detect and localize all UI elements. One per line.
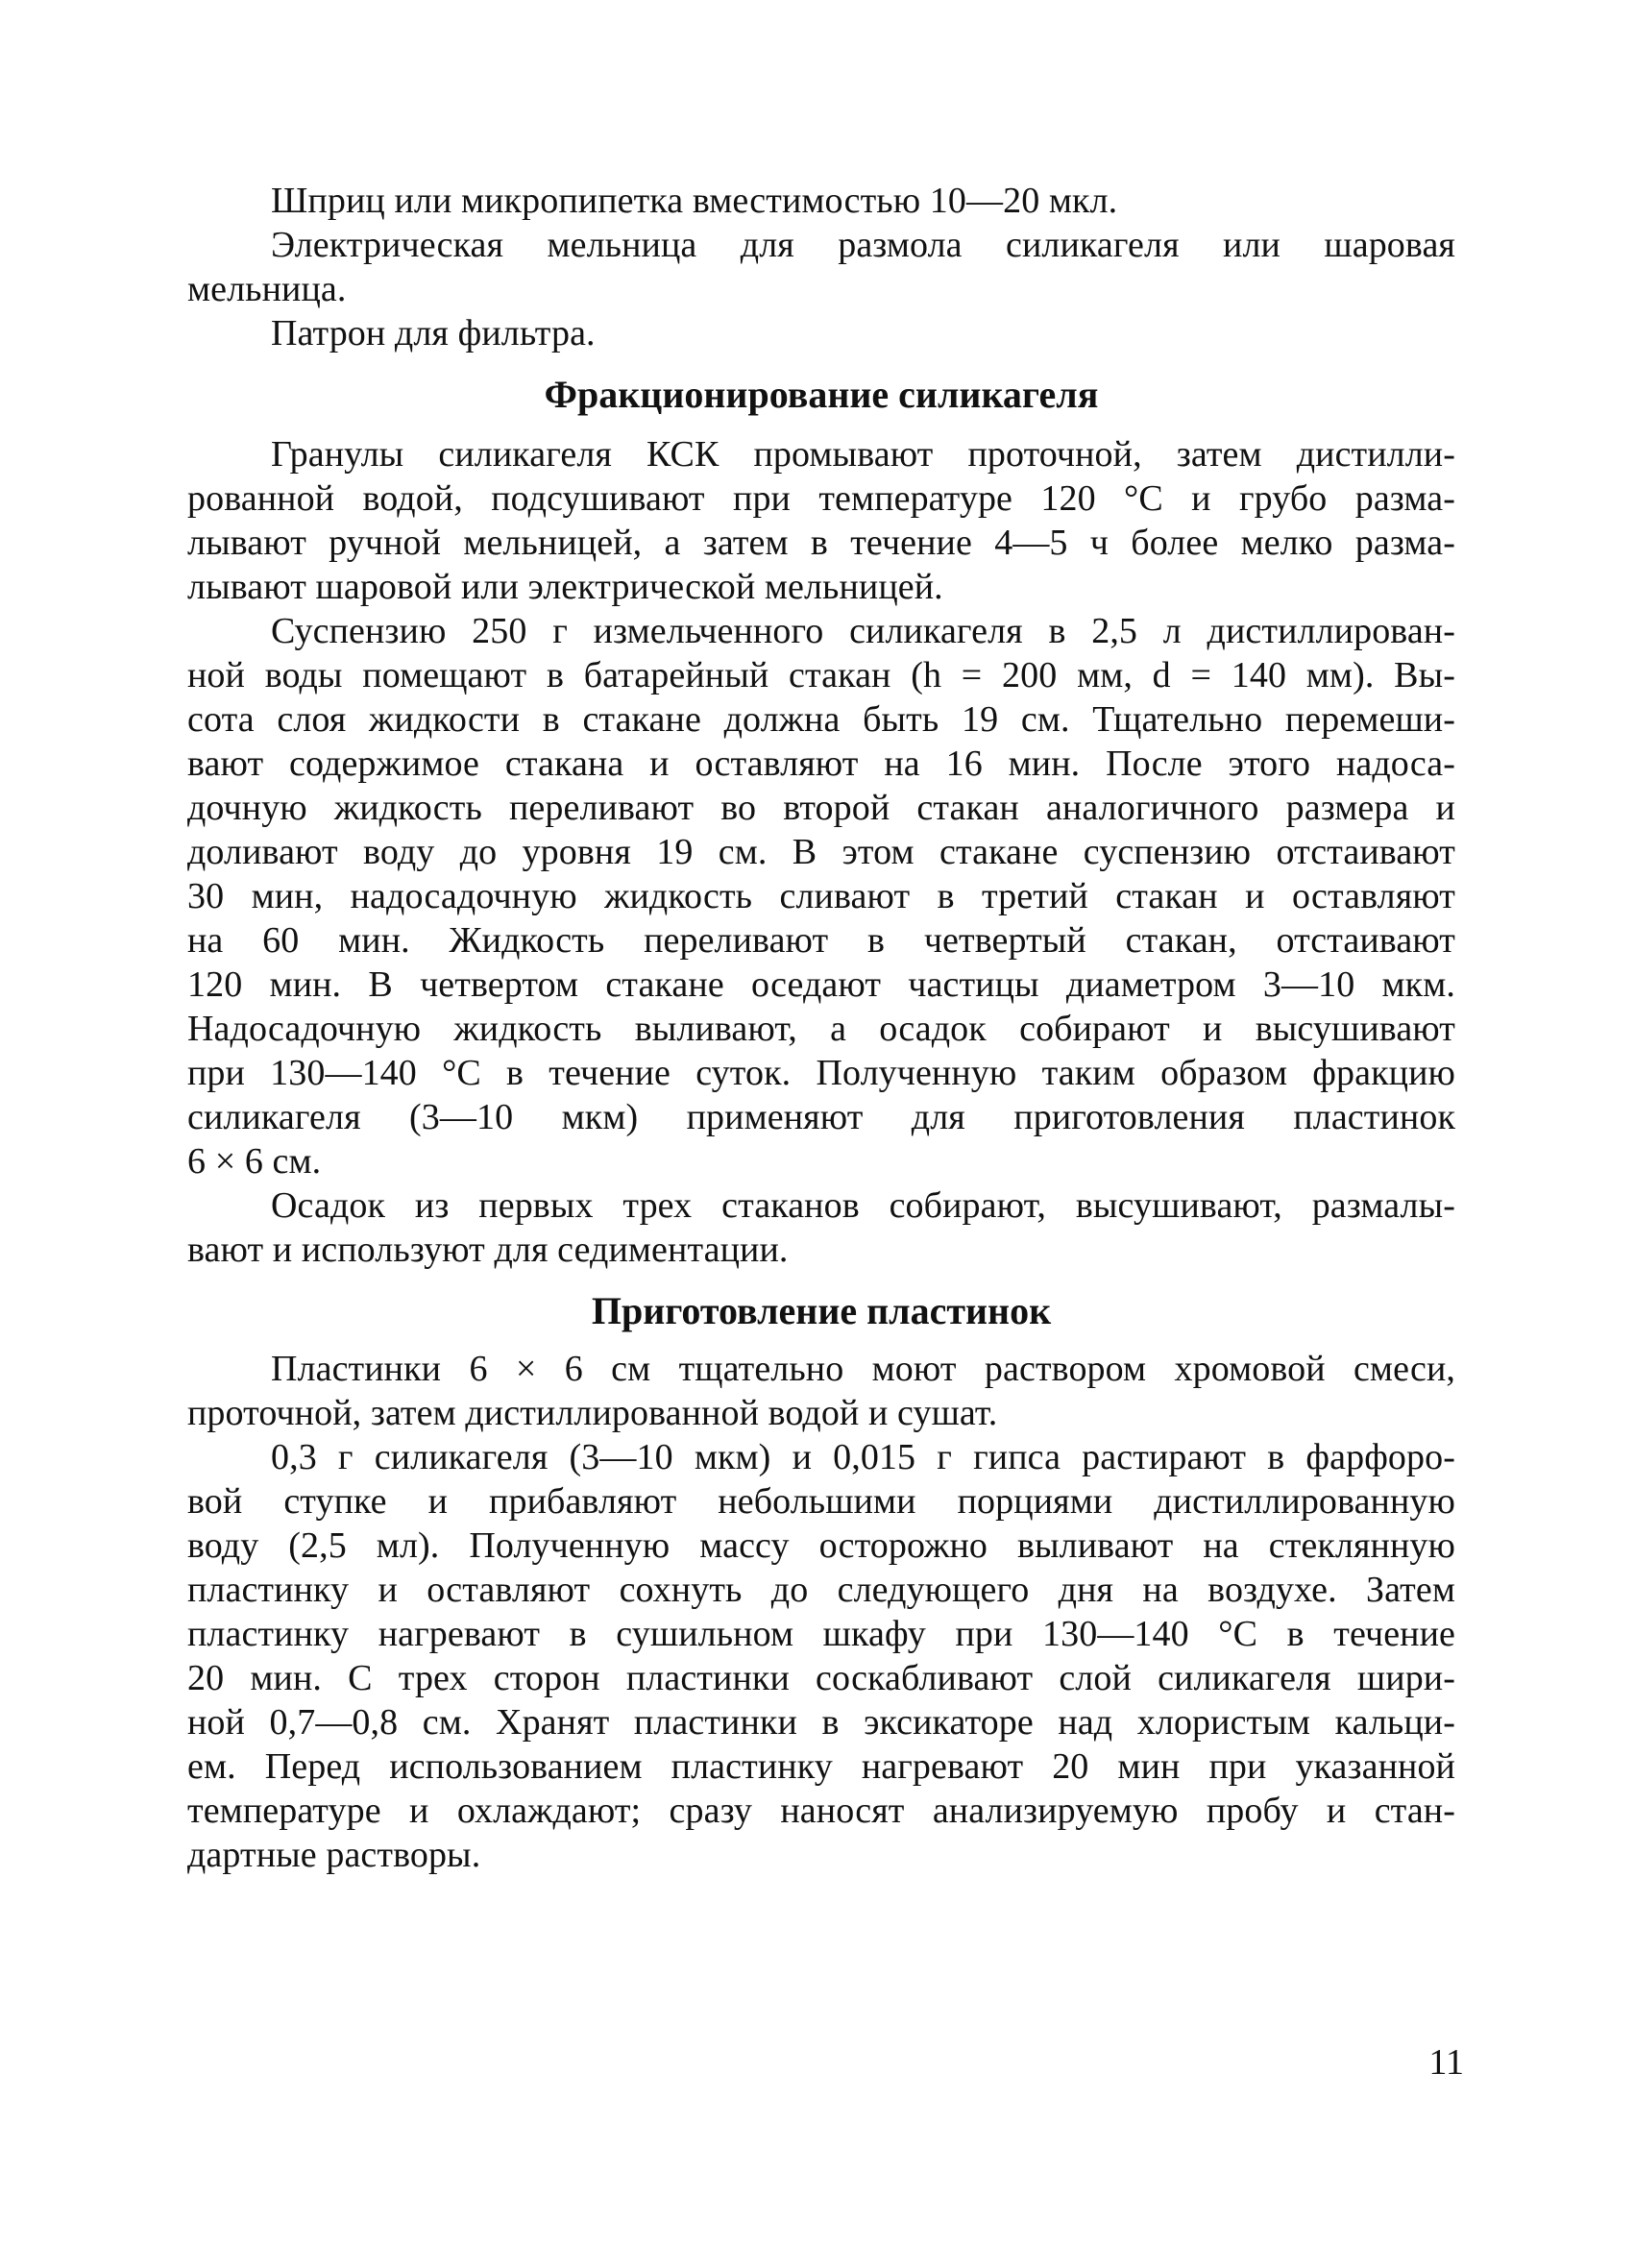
text-line: лывают шаровой или электрической мельницей.: [187, 567, 943, 607]
text-line: Пластинки 6 × 6 см тщательно моют раствором хромовой смеси,: [271, 1349, 1455, 1389]
text-line: мельница.: [187, 269, 347, 309]
text-line: ной воды помещают в батарейный стакан (h = 200 мм, d = 140 мм). Вы-: [187, 655, 1455, 695]
text-line: Суспензию 250 г измельченного силикагеля в 2,5 л дистиллирован-: [271, 611, 1455, 651]
text-line: вают и используют для седиментации.: [187, 1230, 789, 1270]
text-line: воду (2,5 мл). Полученную массу осторожно выливают на стеклянную: [187, 1525, 1455, 1566]
text-line: Патрон для фильтра.: [271, 313, 596, 354]
text-line: вают содержимое стакана и оставляют на 16 мин. После этого надоса-: [187, 744, 1455, 784]
text-line: дартные растворы.: [187, 1835, 481, 1875]
text-line: ной 0,7—0,8 см. Хранят пластинки в эксикаторе над хлористым кальци-: [187, 1702, 1455, 1743]
section-heading-plates: Приготовление пластинок: [591, 1289, 1052, 1332]
text-line: Электрическая мельница для размола силикагеля или шаровая: [271, 225, 1455, 265]
paragraph-suspension: [187, 609, 1455, 1183]
text-line: 20 мин. С трех сторон пластинки соскабливают слой силикагеля шири-: [187, 1658, 1455, 1698]
intro-paragraph-syringe: [187, 179, 1455, 223]
text-line: рованной водой, подсушивают при температуре 120 °С и грубо разма-: [187, 478, 1455, 519]
page-body: [187, 179, 1455, 1877]
text-line: вой ступке и прибавляют небольшими порциями дистиллированную: [187, 1481, 1455, 1522]
text-line: ем. Перед использованием пластинку нагревают 20 мин при указанной: [187, 1746, 1455, 1787]
text-line: Гранулы силикагеля КСК промывают проточной, затем дистилли-: [271, 434, 1455, 475]
text-line: 120 мин. В четвертом стакане оседают частицы диаметром 3—10 мкм.: [187, 964, 1455, 1005]
text-line: Надосадочную жидкость выливают, а осадок собирают и высушивают: [187, 1009, 1455, 1049]
text-line: проточной, затем дистиллированной водой и сушат.: [187, 1393, 998, 1433]
text-line: 6 × 6 см.: [187, 1141, 322, 1182]
intro-paragraph-cartridge: [187, 311, 1455, 355]
paragraph-plate-preparation: [187, 1435, 1455, 1877]
text-line: 30 мин, надосадочную жидкость сливают в третий стакан и оставляют: [187, 876, 1455, 916]
text-line: силикагеля (3—10 мкм) применяют для приготовления пластинок: [187, 1097, 1455, 1137]
text-line: на 60 мин. Жидкость переливают в четвертый стакан, отстаивают: [187, 920, 1455, 961]
paragraph-plate-washing: [187, 1347, 1455, 1435]
text-line: дочную жидкость переливают во второй стакан аналогичного размера и: [187, 788, 1455, 828]
text-line: доливают воду до уровня 19 см. В этом стакане суспензию отстаивают: [187, 832, 1455, 872]
text-line: Шприц или микропипетка вместимостью 10—20 мкл.: [271, 181, 1118, 221]
text-line: сота слоя жидкости в стакане должна быть 19 см. Тщательно перемеши-: [187, 699, 1455, 740]
text-line: пластинку и оставляют сохнуть до следующего дня на воздухе. Затем: [187, 1570, 1455, 1610]
text-line: пластинку нагревают в сушильном шкафу при 130—140 °С в течение: [187, 1614, 1455, 1654]
paragraph-sediment: [187, 1183, 1455, 1272]
text-line: при 130—140 °С в течение суток. Полученную таким образом фракцию: [187, 1053, 1455, 1093]
text-line: лывают ручной мельницей, а затем в течение 4—5 ч более мелко разма-: [187, 523, 1455, 563]
paragraph-granules: [187, 432, 1455, 609]
page-number: 11: [1428, 2042, 1464, 2083]
text-line: Осадок из первых трех стаканов собирают, высушивают, размалы-: [271, 1185, 1455, 1226]
text-line: температуре и охлаждают; сразу наносят анализируемую пробу и стан-: [187, 1791, 1455, 1831]
text-line: 0,3 г силикагеля (3—10 мкм) и 0,015 г гипса растирают в фарфоро-: [271, 1437, 1455, 1477]
section-heading-fractionation: Фракционирование силикагеля: [544, 373, 1099, 416]
intro-paragraph-mill: [187, 223, 1455, 311]
